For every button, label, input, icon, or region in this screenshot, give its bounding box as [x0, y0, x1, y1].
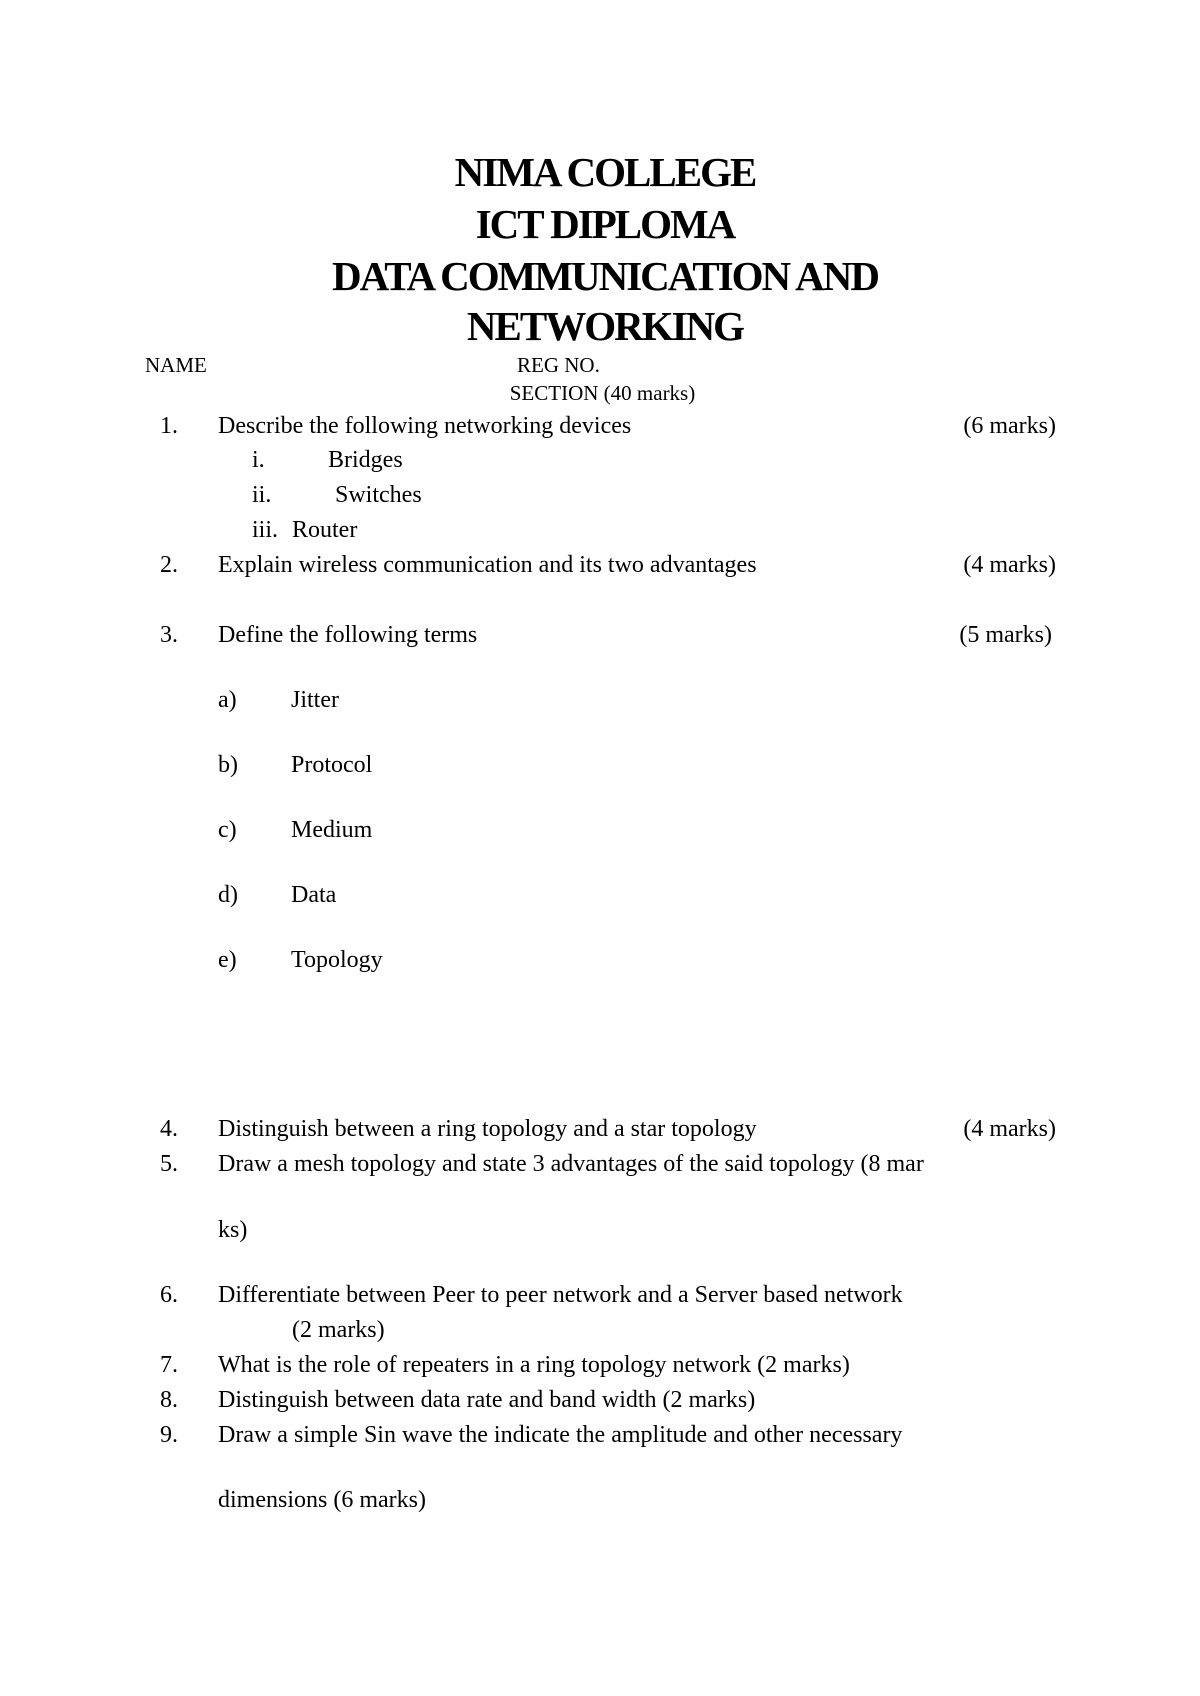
sub-item-label: i.: [252, 447, 265, 473]
question-number: 8.: [160, 1387, 178, 1413]
question-text: What is the role of repeaters in a ring topology network (2 marks): [218, 1352, 850, 1378]
sub-item-text: Topology: [291, 947, 383, 973]
sub-item-text: Router: [292, 517, 358, 543]
question-number: 9.: [160, 1422, 178, 1448]
question-text: Draw a simple Sin wave the indicate the amplitude and other necessary: [218, 1422, 903, 1448]
course-title-line-1: DATA COMMUNICATION AND: [332, 253, 878, 299]
college-title: NIMA COLLEGE: [454, 149, 756, 195]
question-marks: (4 marks): [963, 1116, 1056, 1142]
question-marks: (2 marks): [292, 1317, 385, 1343]
reg-no-label: REG NO.: [517, 353, 600, 377]
question-text: Explain wireless communication and its two advantages: [218, 552, 757, 578]
question-text: Distinguish between a ring topology and a star topology: [218, 1116, 757, 1142]
sub-item-label: c): [218, 817, 237, 843]
sub-item-label: e): [218, 947, 237, 973]
program-title: ICT DIPLOMA: [475, 201, 735, 247]
question-marks: (6 marks): [963, 413, 1056, 439]
sub-item-text: Medium: [291, 817, 373, 843]
sub-item-text: Protocol: [291, 752, 373, 778]
sub-item-text: Switches: [335, 482, 422, 508]
question-text: Describe the following networking devices: [218, 413, 632, 439]
course-title-line-2: NETWORKING: [466, 303, 744, 349]
sub-item-label: b): [218, 752, 238, 778]
question-text: Define the following terms: [218, 622, 478, 648]
question-text: Draw a mesh topology and state 3 advantages of the said topology (8 mar: [218, 1151, 924, 1177]
question-marks: (5 marks): [959, 622, 1052, 648]
sub-item-text: Jitter: [291, 687, 339, 713]
question-number: 3.: [160, 622, 178, 648]
question-text-continued: ks): [218, 1217, 248, 1243]
question-text-continued: dimensions (6 marks): [218, 1487, 426, 1513]
name-label: NAME: [145, 353, 207, 377]
sub-item-text: Bridges: [328, 447, 403, 473]
question-number: 1.: [160, 413, 178, 439]
section-label: SECTION (40 marks): [509, 381, 696, 405]
question-text: Distinguish between data rate and band width (2 marks): [218, 1387, 756, 1413]
sub-item-label: d): [218, 882, 238, 908]
question-marks: (4 marks): [963, 552, 1056, 578]
question-number: 6.: [160, 1282, 178, 1308]
sub-item-text: Data: [291, 882, 337, 908]
question-number: 5.: [160, 1151, 178, 1177]
sub-item-label: ii.: [252, 482, 272, 508]
sub-item-label: a): [218, 687, 237, 713]
question-number: 7.: [160, 1352, 178, 1378]
question-number: 2.: [160, 552, 178, 578]
question-text: Differentiate between Peer to peer network and a Server based network: [218, 1282, 903, 1308]
question-number: 4.: [160, 1116, 178, 1142]
sub-item-label: iii.: [252, 517, 279, 543]
